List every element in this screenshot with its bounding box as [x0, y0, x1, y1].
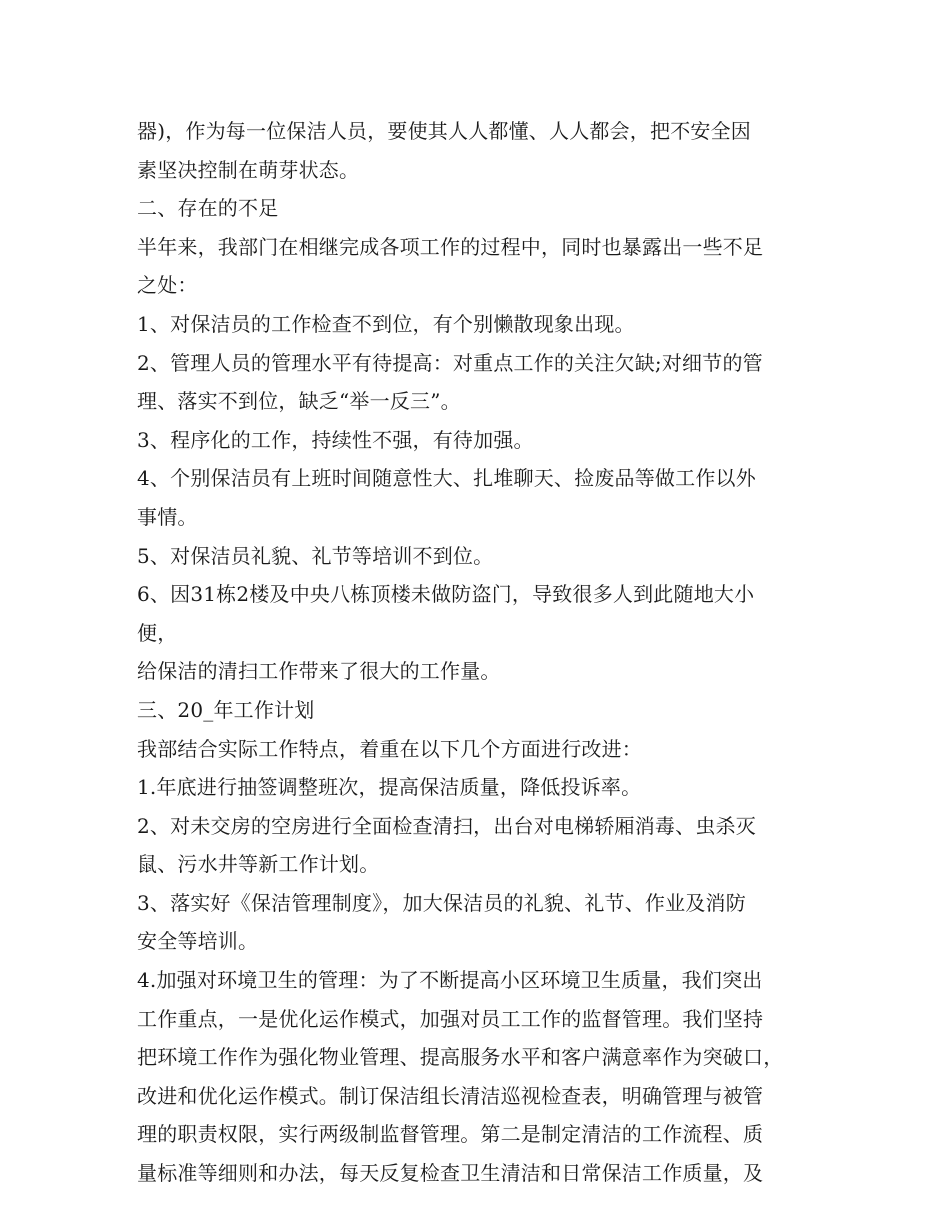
document-body [137, 112, 827, 1193]
list-item: 2、对未交房的空房进行全面检查清扫，出台对电梯轿厢消毒、虫杀灭 [137, 813, 756, 838]
list-item: 4.加强对环境卫生的管理：为了不断提高小区环境卫生质量，我们突出 [137, 968, 763, 993]
section-heading: 二、存在的不足 [137, 196, 279, 221]
text-line: 鼠、污水井等新工作计划。 [137, 852, 380, 877]
text-line: 安全等培训。 [137, 929, 259, 954]
list-item: 5、对保洁员礼貌、礼节等培训不到位。 [137, 543, 494, 568]
list-item: 6、因31栋2楼及中央八栋顶楼未做防盗门，导致很多人到此随地大小 [137, 582, 755, 607]
list-item: 1.年底进行抽签调整班次，提高保洁质量，降低投诉率。 [137, 775, 642, 800]
text-line: 理、落实不到位，缺乏“举一反三”。 [137, 389, 461, 414]
text-line: 量标准等细则和办法，每天反复检查卫生清洁和日常保洁工作质量，及 [137, 1161, 764, 1186]
text-line: 素坚决控制在萌芽状态。 [137, 157, 360, 182]
text-line: 半年来，我部门在相继完成各项工作的过程中，同时也暴露出一些不足 [137, 234, 764, 259]
text-line: 把环境工作作为强化物业管理、提高服务水平和客户满意率作为突破口， [137, 1045, 784, 1070]
text-line: 改进和优化运作模式。制订保洁组长清洁巡视检查表，明确管理与被管 [137, 1083, 764, 1108]
text-line: 理的职责权限，实行两级制监督管理。第二是制定清洁的工作流程、质 [137, 1122, 764, 1147]
text-line: 便， [137, 620, 178, 645]
text-line: 我部结合实际工作特点，着重在以下几个方面进行改进： [137, 736, 642, 761]
text-line: 事情。 [137, 504, 198, 529]
list-item: 2、管理人员的管理水平有待提高：对重点工作的关注欠缺;对细节的管 [137, 350, 763, 375]
text-line: 之处： [137, 273, 198, 298]
section-heading: 三、20_年工作计划 [137, 697, 315, 722]
list-item: 4、个别保洁员有上班时间随意性大、扎堆聊天、捡废品等做工作以外 [137, 466, 756, 491]
text-line: 给保洁的清扫工作带来了很大的工作量。 [137, 659, 501, 684]
list-item: 3、程序化的工作，持续性不强，有待加强。 [137, 427, 534, 452]
list-item: 1、对保洁员的工作检查不到位，有个别懒散现象出现。 [137, 311, 635, 336]
text-line: 器)，作为每一位保洁人员，要使其人人都懂、人人都会，把不安全因 [137, 119, 752, 143]
text-line: 工作重点，一是优化运作模式，加强对员工工作的监督管理。我们坚持 [137, 1006, 764, 1031]
list-item: 3、落实好《保洁管理制度》，加大保洁员的礼貌、礼节、作业及消防 [137, 890, 746, 915]
